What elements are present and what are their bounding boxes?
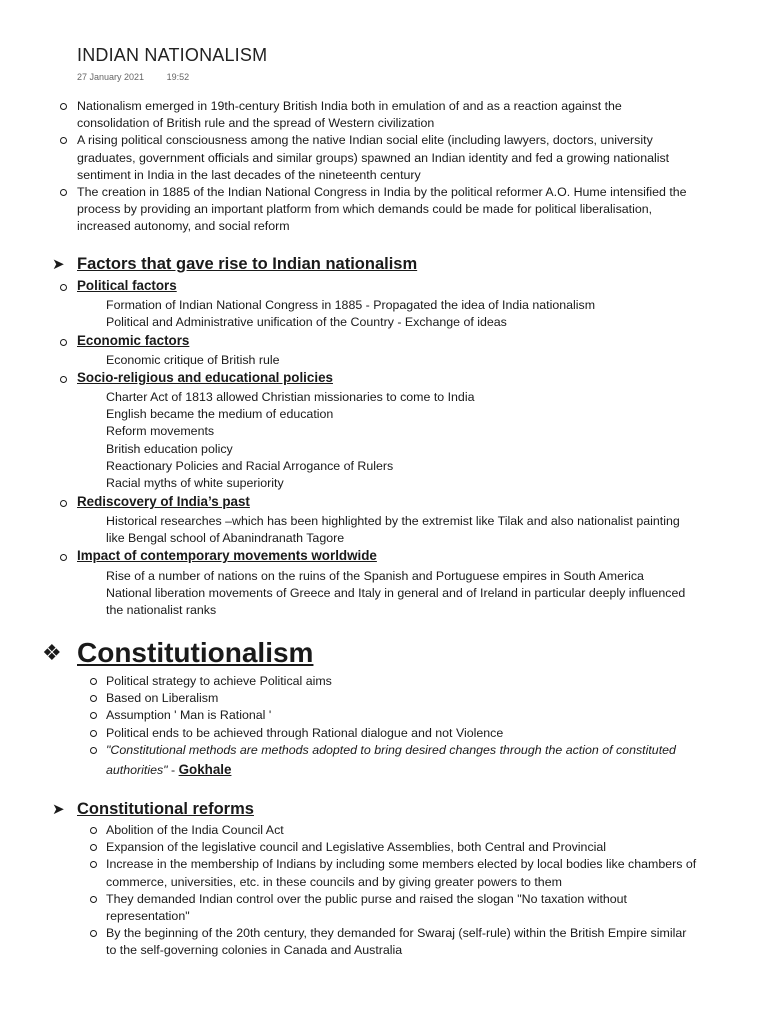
list-item [106, 925, 761, 959]
list-item-text: Political ends to be achieved through Rational dialogue and not Violence [106, 725, 504, 740]
constitutionalism-heading: Constitutionalism [77, 637, 314, 668]
page-title: INDIAN NATIONALISM [77, 45, 268, 65]
bullet-icon [60, 554, 67, 561]
list-item-text: representation" [106, 909, 190, 924]
bullet-icon [90, 930, 97, 937]
quote-author: Gokhale [178, 762, 232, 778]
bullet-icon [60, 376, 67, 383]
diamond-bullet-icon: ❖ [42, 640, 62, 665]
intro-item [77, 98, 762, 132]
list-item: Political and Administrative unification of the Country - Exchange of ideas [106, 315, 507, 330]
intro-line: increased autonomy, and social reform [77, 219, 290, 234]
list-item [106, 690, 761, 707]
bullet-icon [60, 103, 67, 110]
political-factors-heading: Political factors [77, 278, 177, 293]
list-item-text: commerce, universities, etc. in these councils and by giving greater powers to them [106, 874, 562, 889]
arrow-bullet-icon: ➤ [52, 256, 65, 273]
economic-factors-heading: Economic factors [77, 333, 190, 348]
bullet-icon [90, 712, 97, 719]
list-item: the nationalist ranks [106, 603, 217, 618]
list-item: Formation of Indian National Congress in 1885 - Propagated the idea of India nationalism [106, 298, 596, 312]
bullet-icon [60, 339, 67, 346]
bullet-icon [60, 284, 67, 291]
impact-list [106, 568, 685, 620]
bullet-icon [90, 844, 97, 851]
list-item: Racial myths of white superiority [106, 476, 284, 491]
political-factors-list [106, 297, 595, 331]
intro-line: process by providing an important platform from which demands could be made for political liberalisation, [77, 202, 653, 217]
list-item-text: By the beginning of the 20th century, they demanded for Swaraj (self-rule) within the British Empire similar [106, 926, 687, 941]
quote-line: authorities" [106, 763, 168, 778]
list-item: Charter Act of 1813 allowed Christian missionaries to come to India [106, 390, 475, 404]
list-item [106, 839, 761, 856]
factors-heading: Factors that gave rise to Indian nationalism [77, 255, 418, 273]
intro-item [77, 132, 762, 184]
economic-factors-list [106, 352, 280, 369]
intro-line: sentiment in India in the last decades of the nineteenth century [77, 167, 421, 182]
bullet-icon [90, 678, 97, 685]
bullet-icon [90, 747, 97, 754]
list-item-text: to the self-governing colonies in Canada and Australia [106, 943, 403, 958]
page-date: 27 January 2021 [77, 72, 145, 82]
bullet-icon [60, 500, 67, 507]
list-item: Historical researches –which has been highlighted by the extremist like Tilak and also nationalist painting [106, 514, 680, 528]
list-item-text: They demanded Indian control over the public purse and raised the slogan "No taxation without [106, 891, 627, 906]
list-item-text: Based on Liberalism [106, 691, 219, 706]
list-item [106, 673, 761, 690]
quote-item [106, 742, 761, 779]
impact-heading: Impact of contemporary movements worldwide [77, 548, 377, 563]
quote-dash: - [167, 763, 179, 778]
list-item: National liberation movements of Greece and Italy in general and of Ireland in particular deeply influenced [106, 586, 686, 601]
constitutionalism-list [106, 673, 761, 779]
list-item [106, 725, 761, 742]
list-item: Economic critique of British rule [106, 353, 280, 367]
bullet-icon [90, 695, 97, 702]
list-item-text: Assumption ' Man is Rational ' [106, 708, 272, 723]
intro-item [77, 184, 762, 236]
intro-line: The creation in 1885 of the Indian National Congress in India by the political reformer A.O. Hume intensified the [77, 185, 687, 200]
bullet-icon [90, 827, 97, 834]
bullet-icon [90, 730, 97, 737]
list-item: like Bengal school of Abanindranath Tagore [106, 531, 345, 546]
rediscovery-list [106, 513, 680, 547]
reforms-heading: Constitutional reforms [77, 800, 254, 818]
list-item-text: Abolition of the India Council Act [106, 823, 284, 837]
quote-line: "Constitutional methods are methods adopted to bring desired changes through the action of constituted [106, 742, 676, 757]
bullet-icon [60, 137, 67, 144]
list-item-text: Political strategy to achieve Political aims [106, 674, 332, 688]
reforms-list [106, 822, 761, 960]
rediscovery-heading: Rediscovery of India’s past [77, 494, 250, 509]
intro-line: Nationalism emerged in 19th-century British India both in emulation of and as a reaction against the [77, 99, 622, 113]
socio-religious-list [106, 389, 474, 492]
list-item: Reform movements [106, 424, 215, 439]
list-item: English became the medium of education [106, 407, 334, 422]
list-item [106, 822, 761, 839]
socio-religious-heading: Socio-religious and educational policies [77, 370, 333, 385]
page-time: 19:52 [166, 72, 190, 82]
intro-line: graduates, government officials and similar groups) spawned an Indian identity and fed a growing nationalist [77, 150, 670, 165]
intro-line: consolidation of British rule and the spread of Western civilization [77, 116, 435, 131]
list-item: British education policy [106, 441, 233, 456]
list-item-text: Increase in the membership of Indians by including some members elected by local bodies like chambers of [106, 857, 697, 872]
page-meta [77, 72, 209, 82]
intro-line: A rising political consciousness among the native Indian social elite (including lawyers, doctors, university [77, 133, 653, 148]
bullet-icon [90, 861, 97, 868]
list-item [106, 891, 761, 925]
list-item: Rise of a number of nations on the ruins of the Spanish and Portuguese empires in South America [106, 569, 644, 583]
list-item [106, 856, 761, 890]
bullet-icon [60, 189, 67, 196]
list-item: Reactionary Policies and Racial Arrogance of Rulers [106, 458, 394, 473]
arrow-bullet-icon: ➤ [52, 801, 65, 818]
list-item-text: Expansion of the legislative council and Legislative Assemblies, both Central and Provincial [106, 840, 607, 855]
intro-list [77, 98, 762, 236]
bullet-icon [90, 896, 97, 903]
list-item [106, 707, 761, 724]
